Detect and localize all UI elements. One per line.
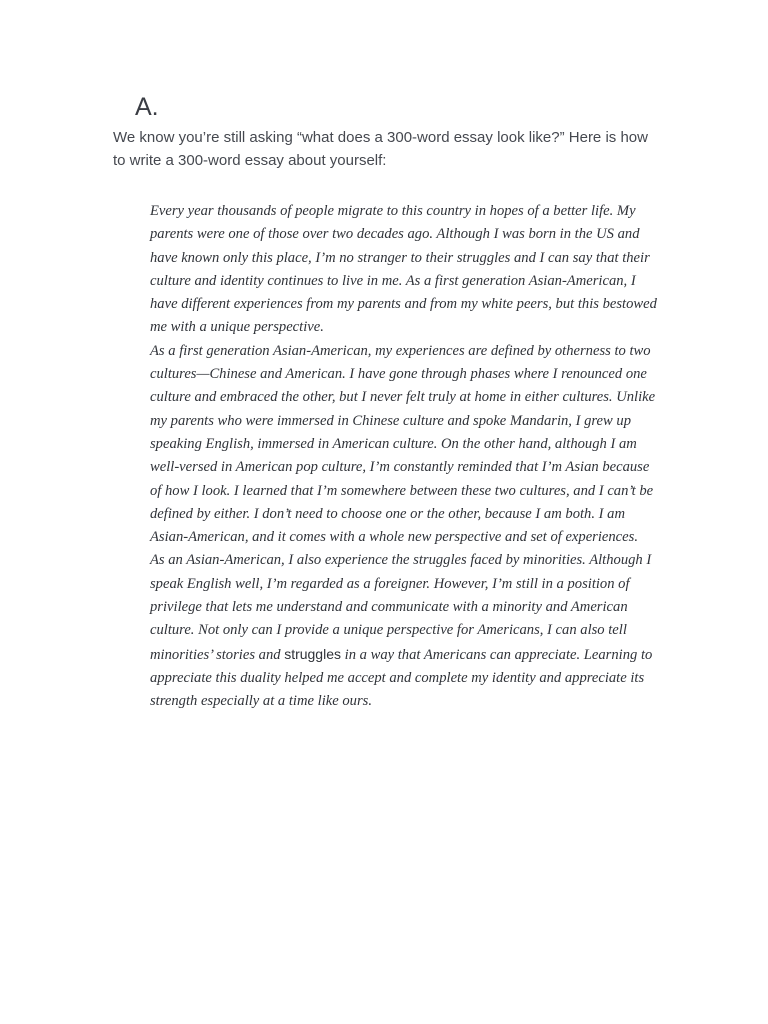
section-heading: A. — [135, 93, 159, 121]
essay-paragraph-3-end: in a way that Americans can appreciate. Learning to appreciate this duality helped me accept and complete my identity and appreciate its strength especially at a time like ours. — [150, 646, 653, 710]
intro-text: We know you’re still asking “what does a 300-word essay look like?” Here is how to write a 300-word essay about yourself: — [113, 129, 648, 169]
essay-paragraph-3-start: As an Asian-American, I also experience the struggles faced by minorities. Although I speak English well, I’m regarded as a foreigner. However, I’m still in a position of privilege that lets me understand and communicate with a minority and American culture. Not only can I provide a unique perspective for Americans, I can also tell minorities’ stories and — [150, 552, 652, 663]
essay-paragraph-3-upright-word: struggles — [284, 645, 341, 662]
essay-paragraph-2: As a first generation Asian-American, my experiences are defined by otherness to two cultures—Chinese and American. I have gone through phases where I renounced one culture and embraced the other, but I never felt truly at home in either cultures. Unlike my parents who were immersed in Chinese culture and spoke Mandarin, I grew up speaking English, immersed in American culture. On the other hand, although I am well-versed in American pop culture, I’m constantly reminded that I’m Asian because of how I look. I learned that I’m somewhere between these two cultures, and I can’t be defined by either. I don’t need to choose one or the other, because I am both. I am Asian-American, and it comes with a whole new perspective and set of experiences. — [150, 342, 656, 546]
essay-paragraph-3 — [150, 549, 660, 713]
essay-paragraph-1: Every year thousands of people migrate to this country in hopes of a better life. My parents were one of those over two decades ago. Although I was born in the US and have known only this place, I’m no stranger to their struggles and I can say that their culture and identity continues to live in me. As a first generation Asian-American, I have different experiences from my parents and from my white peers, but this bestowed me with a unique perspective. — [150, 203, 657, 336]
essay-block — [150, 200, 660, 714]
